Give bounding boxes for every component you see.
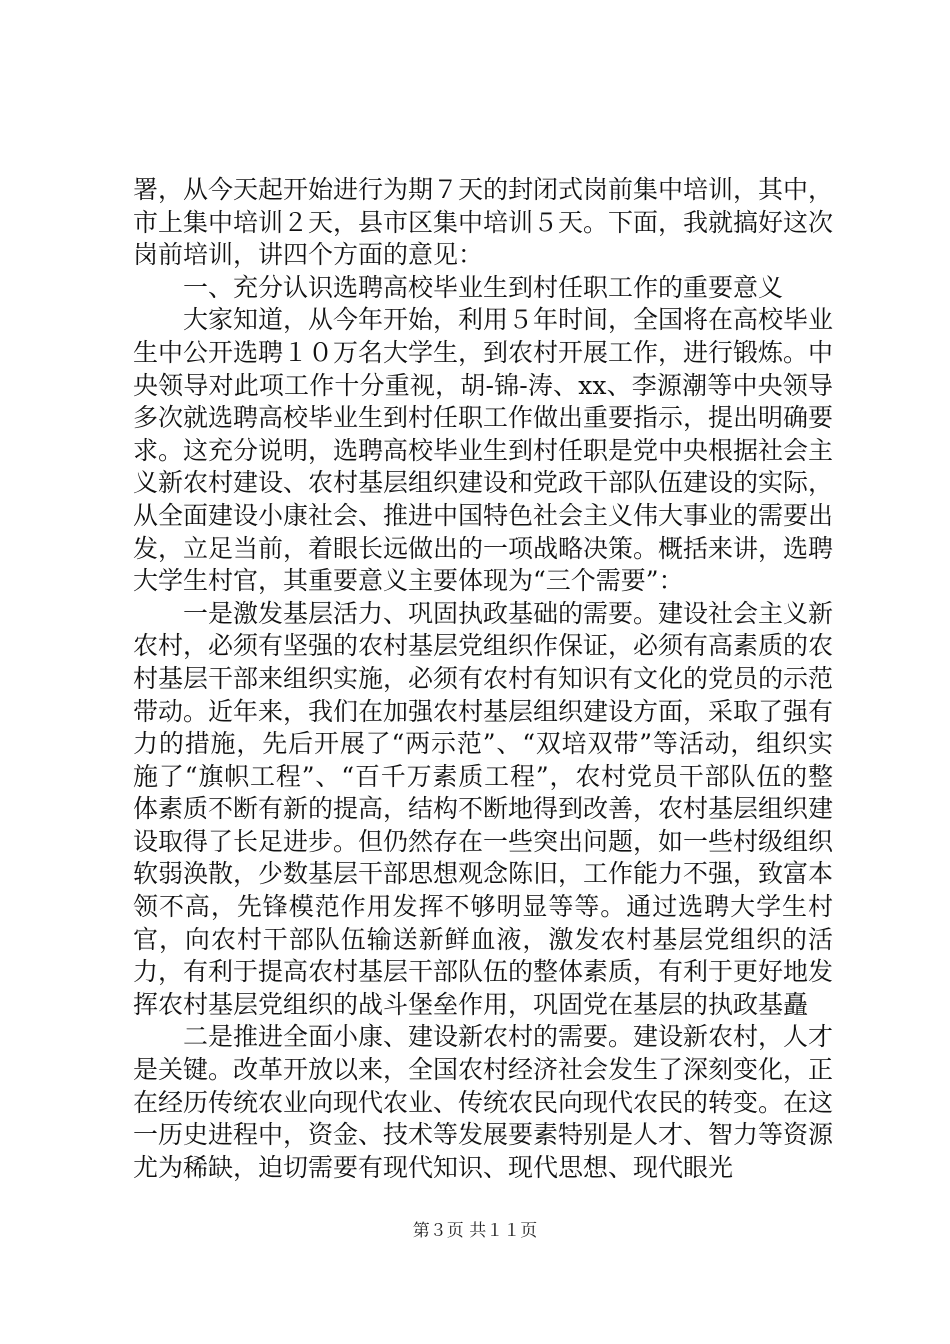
paragraph-3: 一是激发基层活力、巩固执政基础的需要。建设社会主义新农村，必须有坚强的农村基层党组织作保证，必须有高素质的农村基层干部来组织实施，必须有农村有知识有文化的党员的示范带动。近年来，我们在加强农村基层组织建设方面，采取了强有力的措施，先后开展了“两示范”、“双培双带”等活动，组织实施了“旗帜工程”、“百千万素质工程”，农村党员干部队伍的整体素质不断有新的提高，结构不断地得到改善，农村基层组织建设取得了长足进步。但仍然存在一些突出问题，如一些村级组织软弱涣散，少数基层干部思想观念陈旧，工作能力不强，致富本领不高，先锋模范作用发挥不够明显等等。通过选聘大学生村官，向农村干部队伍输送新鲜血液，激发农村基层党组织的活力，有利于提高农村基层干部队伍的整体素质，有利于更好地发挥农村基层党组织的战斗堡垒作用，巩固党在基层的执政基矗 <box>133 598 834 1019</box>
section-heading-1: 一、充分认识选聘高校毕业生到村任职工作的重要意义 <box>183 272 784 302</box>
page-number-footer: 第３页 共１１页 <box>412 1221 538 1241</box>
paragraph-4: 二是推进全面小康、建设新农村的需要。建设新农村，人才是关键。改革开放以来，全国农村经济社会发生了深刻变化，正在经历传统农业向现代农业、传统农民向现代农民的转变。在这一历史进程中，资金、技术等发展要素特别是人才、智力等资源尤为稀缺，迫切需要有现代知识、现代思想、现代眼光 <box>133 1022 834 1182</box>
paragraph-1: 署，从今天起开始进行为期７天的封闭式岗前集中培训，其中，市上集中培训２天，县市区集中培训５天。下面，我就搞好这次岗前培训，讲四个方面的意见： <box>133 175 834 270</box>
document-body <box>133 174 833 1184</box>
paragraph-2: 大家知道，从今年开始，利用５年时间，全国将在高校毕业生中公开选聘１０万名大学生，到农村开展工作，进行锻炼。中央领导对此项工作十分重视，胡-锦-涛、xx、李源潮等中央领导多次就选聘高校毕业生到村任职工作做出重要指示，提出明确要求。这充分说明，选聘高校毕业生到村任职是党中央根据社会主义新农村建设、农村基层组织建设和党政干部队伍建设的实际，从全面建设小康社会、推进中国特色社会主义伟大事业的需要出发，立足当前，着眼长远做出的一项战略决策。概括来讲，选聘大学生村官，其重要意义主要体现为“三个需要”： <box>133 305 834 596</box>
